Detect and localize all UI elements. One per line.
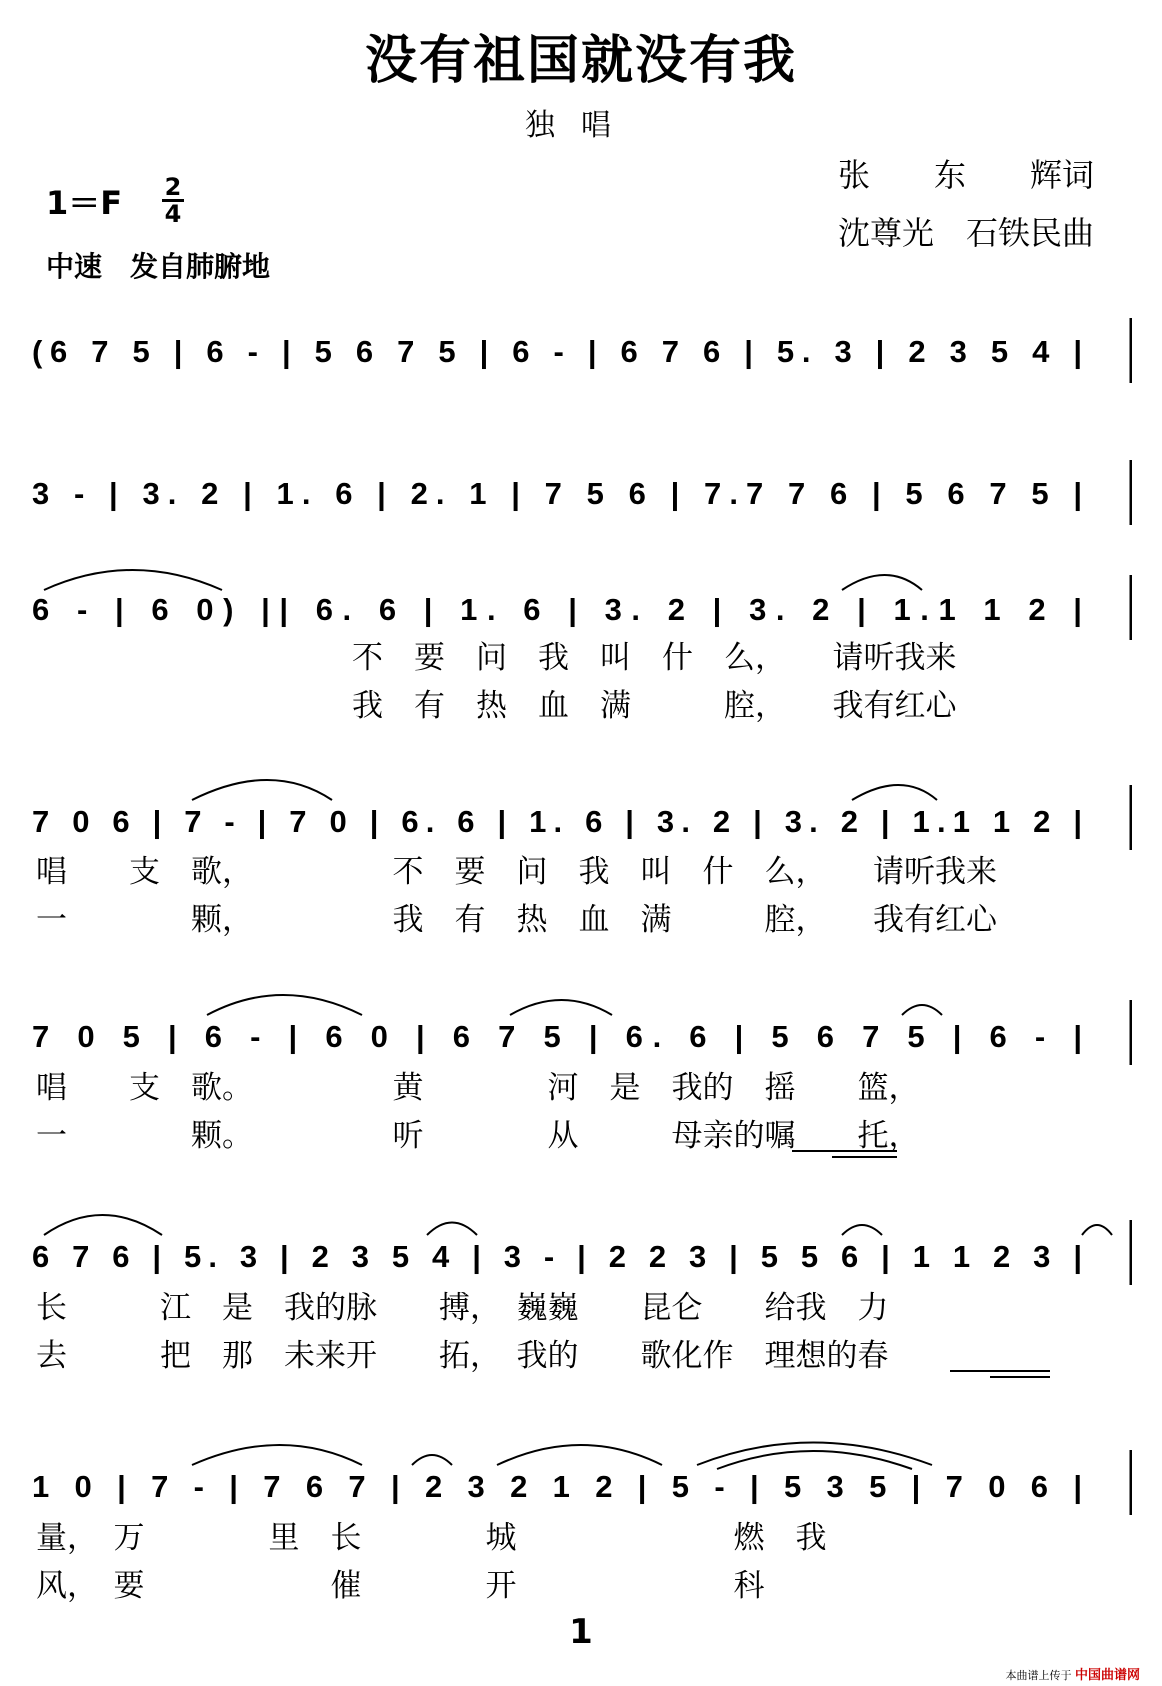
lyric-s7-verse1: 量， 万 里 长 城 燃 我: [36, 1520, 827, 1556]
lyric-underline-ideal: [950, 1368, 1060, 1382]
lyric-s3-verse2: 我 有 热 血 满 腔， 我有红心: [352, 688, 957, 724]
notation-line: 6 7 6 | 5. 3 | 2 3 5 4 | 3 - | 2 2 3 | 5 5 6 | 1 1 2 3 |: [32, 1239, 1083, 1274]
page-number: 1: [569, 1612, 593, 1652]
notation-system-2: [32, 460, 1132, 550]
notation-line: 1 0 | 7 - | 7 6 7 | 2 3 2 1 2 | 5 - | 5 3 5 | 7 0 6 |: [32, 1469, 1083, 1504]
lyric-s4-verse2: 一 颗， 我 有 热 血 满 腔， 我有红心: [36, 902, 997, 938]
key-signature: 1＝F: [46, 184, 123, 222]
lyric-s6-verse2: 去 把 那 未来开 拓， 我的 歌化作 理想的春: [36, 1338, 889, 1374]
lyric-s4-verse1: 唱 支 歌， 不 要 问 我 叫 什 么， 请听我来: [36, 854, 997, 890]
meter-top: 2: [164, 173, 182, 201]
footer-text: 本曲谱上传于: [1005, 1669, 1072, 1682]
time-signature: [162, 173, 184, 228]
lyric-s7-verse2: 风， 要 催 开 科: [36, 1568, 765, 1604]
lyric-s5-verse2: 一 颗。 听 从 母亲的嘱 托，: [36, 1118, 920, 1154]
notation-line: 6 - | 6 0) || 6. 6 | 1. 6 | 3. 2 | 3. 2 | 1.1 1 2 |: [32, 592, 1082, 627]
lyric-s5-verse1: 唱 支 歌。 黄 河 是 我的 摇 篮，: [36, 1070, 920, 1106]
lyric-s6-verse1: 长 江 是 我的脉 搏， 巍巍 昆仑 给我 力: [36, 1290, 889, 1326]
notation-system-7: [32, 1425, 1132, 1515]
notation-system-3: [32, 550, 1132, 640]
subtitle: 独唱: [525, 108, 637, 143]
song-title: 没有祖国就没有我: [364, 30, 797, 91]
notation-system-5: [32, 975, 1132, 1065]
tempo-marking: 中速 发自肺腑地: [46, 250, 271, 283]
lyricist-credit: 张 东 辉词: [838, 156, 1095, 194]
composer-credit: 沈尊光 石铁民曲: [838, 214, 1095, 252]
notation-line: (6 7 5 | 6 - | 5 6 7 5 | 6 - | 6 7 6 | 5. 3 | 2 3 5 4 |: [32, 334, 1083, 369]
notation-line: 3 - | 3. 2 | 1. 6 | 2. 1 | 7 5 6 | 7.7 7 6 | 5 6 7 5 |: [32, 476, 1083, 511]
footer-brand: 中国曲谱网: [1074, 1668, 1140, 1683]
notation-system-6: [32, 1195, 1132, 1285]
notation-line: 7 0 6 | 7 - | 7 0 | 6. 6 | 1. 6 | 3. 2 | 3. 2 | 1.1 1 2 |: [32, 804, 1083, 839]
notation-system-4: [32, 760, 1132, 850]
meter-bottom: 4: [164, 200, 182, 228]
lyric-s3-verse1: 不 要 问 我 叫 什 么， 请听我来: [352, 640, 957, 676]
notation-system-1: [32, 318, 1132, 408]
lyric-underline-mother: [792, 1148, 902, 1162]
notation-line: 7 0 5 | 6 - | 6 0 | 6 7 5 | 6. 6 | 5 6 7 5 | 6 - |: [32, 1019, 1083, 1054]
footer-source: [1005, 1664, 1140, 1683]
